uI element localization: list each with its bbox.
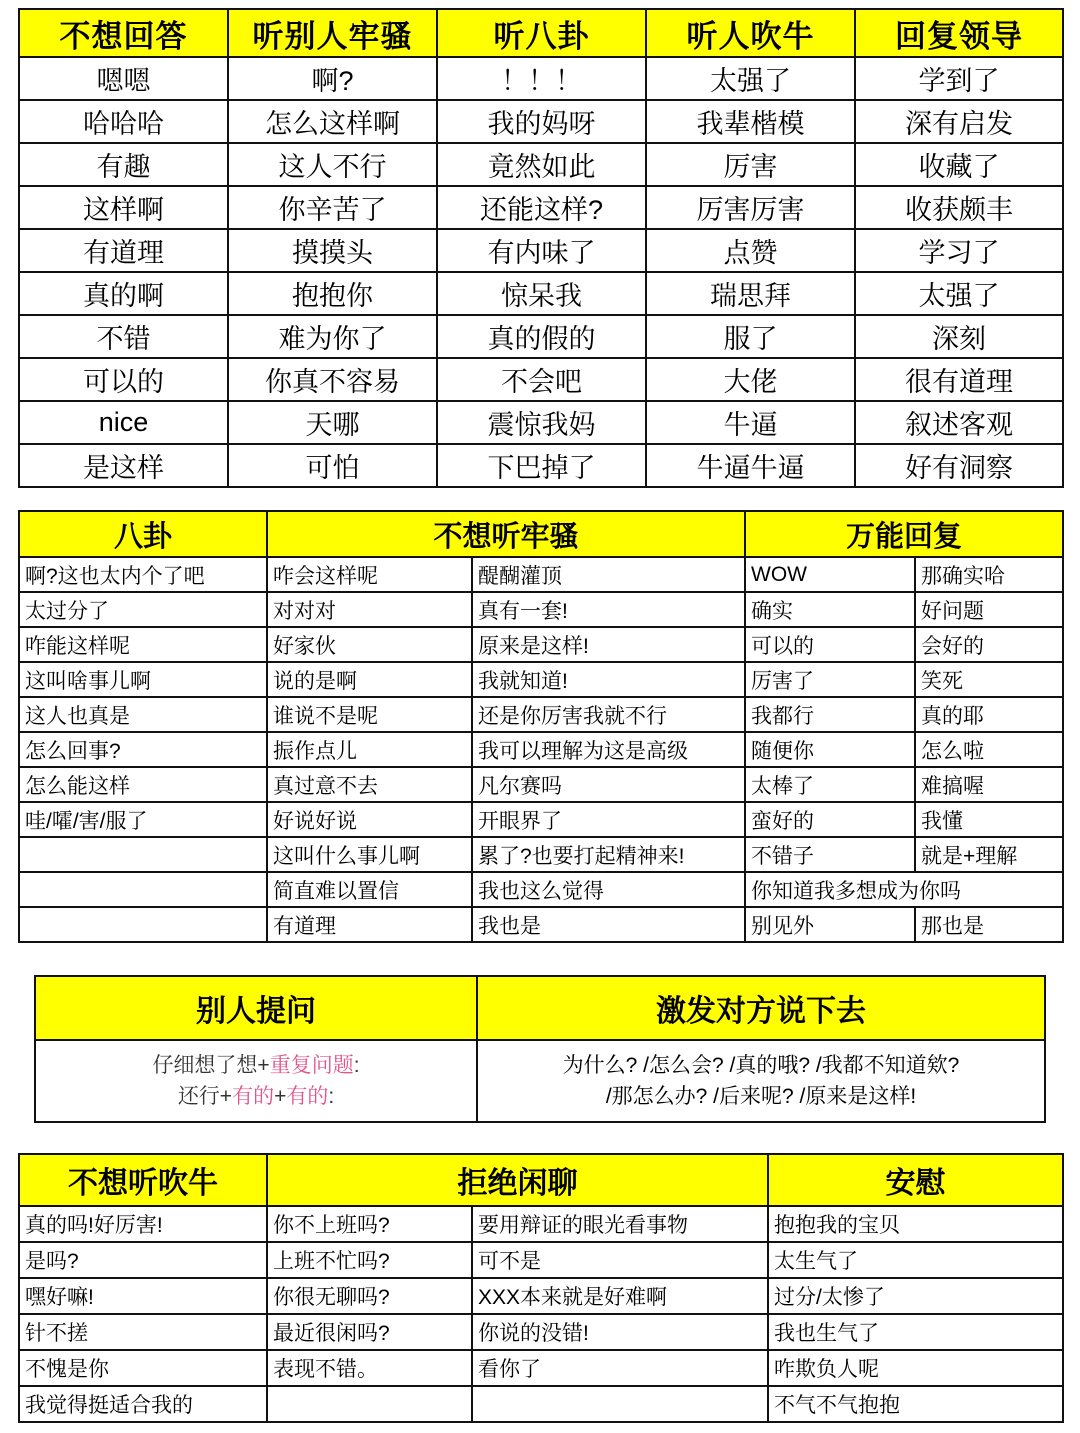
table-row — [19, 767, 1063, 802]
table-cell: 牛逼 — [646, 401, 855, 444]
table-row — [19, 1350, 1063, 1386]
prompt-line-2-part-e: : — [328, 1085, 335, 1108]
table-cell: 真的耶 — [915, 697, 1063, 732]
prompt-line-2-part-c: + — [274, 1085, 287, 1108]
table-cell: 要用辩证的眼光看事物 — [472, 1206, 768, 1242]
table-cell: 会好的 — [915, 627, 1063, 662]
prompt-line-2 — [40, 1081, 472, 1113]
table-header-row — [19, 511, 1063, 557]
table-cell: 大佬 — [646, 358, 855, 401]
table-row — [19, 1206, 1063, 1242]
table-cell: 收藏了 — [855, 143, 1063, 186]
table-row — [19, 802, 1063, 837]
table-cell-empty — [19, 872, 267, 907]
column-header: 万能回复 — [745, 511, 1063, 557]
table-cell: 可怕 — [228, 444, 437, 487]
table-cell: 简直难以置信 — [267, 872, 472, 907]
column-header: 别人提问 — [35, 976, 477, 1040]
followup-line-1: 为什么? /怎么会? /真的哦? /我都不知道欸? — [562, 1053, 960, 1077]
table-cell: 怎么啦 — [915, 732, 1063, 767]
table-cell: 好家伙 — [267, 627, 472, 662]
table-cell: 振作点儿 — [267, 732, 472, 767]
table-cell: 有内味了 — [437, 229, 646, 272]
table-row — [19, 100, 1063, 143]
table-cell: 哇/嚯/害/服了 — [19, 802, 267, 837]
table-cell: 厉害 — [646, 143, 855, 186]
table-cell: 针不搓 — [19, 1314, 267, 1350]
section-1-table — [18, 8, 1064, 488]
table-row — [19, 662, 1063, 697]
table-cell-prompt-tips — [35, 1040, 477, 1122]
table-cell: 你知道我多想成为你吗 — [745, 872, 1063, 907]
column-header: 不想听牢骚 — [267, 511, 745, 557]
table-row — [19, 557, 1063, 592]
table-cell: 服了 — [646, 315, 855, 358]
table-cell: 牛逼牛逼 — [646, 444, 855, 487]
column-header: 听别人牢骚 — [228, 9, 437, 57]
table-cell-empty — [267, 1386, 472, 1422]
column-header: 八卦 — [19, 511, 267, 557]
table-row — [19, 1314, 1063, 1350]
table-cell: 是这样 — [19, 444, 228, 487]
table-cell: 有趣 — [19, 143, 228, 186]
table-cell: 有道理 — [267, 907, 472, 942]
table-cell: 你不上班吗? — [267, 1206, 472, 1242]
table-row — [19, 732, 1063, 767]
table-cell: 真的啊 — [19, 272, 228, 315]
table-cell: 谁说不是呢 — [267, 697, 472, 732]
table-cell: 深刻 — [855, 315, 1063, 358]
table-cell: 说的是啊 — [267, 662, 472, 697]
table-cell: 嘿好嘛! — [19, 1278, 267, 1314]
table-row — [19, 1278, 1063, 1314]
table-cell: XXX本来就是好难啊 — [472, 1278, 768, 1314]
table-cell: 竟然如此 — [437, 143, 646, 186]
table-row — [35, 1040, 1045, 1122]
table-row — [19, 1242, 1063, 1278]
table-row — [19, 627, 1063, 662]
table-cell: 可以的 — [19, 358, 228, 401]
table-cell: 惊呆我 — [437, 272, 646, 315]
table-cell: 我懂 — [915, 802, 1063, 837]
table-cell: 难搞喔 — [915, 767, 1063, 802]
table-cell: 抱抱我的宝贝 — [768, 1206, 1063, 1242]
table-cell: 怎么能这样 — [19, 767, 267, 802]
table-cell: 上班不忙吗? — [267, 1242, 472, 1278]
table-cell: 深有启发 — [855, 100, 1063, 143]
table-cell: 太棒了 — [745, 767, 915, 802]
table-cell: 怎么回事? — [19, 732, 267, 767]
table-cell: 咋会这样呢 — [267, 557, 472, 592]
table-cell: 真有一套! — [472, 592, 745, 627]
table-cell: 真的吗!好厉害! — [19, 1206, 267, 1242]
table-cell-empty — [472, 1386, 768, 1422]
table-cell: 这样啊 — [19, 186, 228, 229]
table-cell: 好问题 — [915, 592, 1063, 627]
table-cell: 你真不容易 — [228, 358, 437, 401]
table-cell: 不愧是你 — [19, 1350, 267, 1386]
table-cell: 太生气了 — [768, 1242, 1063, 1278]
table-row — [19, 401, 1063, 444]
table-cell: 收获颇丰 — [855, 186, 1063, 229]
column-header: 不想回答 — [19, 9, 228, 57]
prompt-line-1 — [40, 1050, 472, 1082]
table-cell: WOW — [745, 557, 915, 592]
table-cell: 我也这么觉得 — [472, 872, 745, 907]
table-row — [19, 592, 1063, 627]
section-gap — [18, 1123, 1062, 1153]
table-cell: 太强了 — [646, 57, 855, 100]
column-header: 不想听吹牛 — [19, 1154, 267, 1206]
table-cell: 我也是 — [472, 907, 745, 942]
table-cell: 这人也真是 — [19, 697, 267, 732]
prompt-line-2-part-a: 还行+ — [177, 1085, 233, 1108]
table-cell: 叙述客观 — [855, 401, 1063, 444]
table-cell: 我也生气了 — [768, 1314, 1063, 1350]
table-cell: 难为你了 — [228, 315, 437, 358]
table-cell: 不会吧 — [437, 358, 646, 401]
table-cell: 不错 — [19, 315, 228, 358]
table-cell: 醍醐灌顶 — [472, 557, 745, 592]
table-cell-empty — [19, 907, 267, 942]
table-cell: 随便你 — [745, 732, 915, 767]
table-cell: 我都行 — [745, 697, 915, 732]
table-row — [19, 872, 1063, 907]
table-cell: 我觉得挺适合我的 — [19, 1386, 267, 1422]
table-cell: 嗯嗯 — [19, 57, 228, 100]
table-cell: 这叫什么事儿啊 — [267, 837, 472, 872]
table-cell: ！！！ — [437, 57, 646, 100]
table-cell: 你说的没错! — [472, 1314, 768, 1350]
prompt-line-1-part-c: : — [353, 1053, 360, 1077]
column-header: 激发对方说下去 — [477, 976, 1045, 1040]
table-cell: 确实 — [745, 592, 915, 627]
table-cell: 太过分了 — [19, 592, 267, 627]
table-cell: 那确实哈 — [915, 557, 1063, 592]
table-cell: 就是+理解 — [915, 837, 1063, 872]
table-cell: 真过意不去 — [267, 767, 472, 802]
table-cell: 好说好说 — [267, 802, 472, 837]
table-cell: 还是你厉害我就不行 — [472, 697, 745, 732]
table-cell: 这人不行 — [228, 143, 437, 186]
table-cell: 咋欺负人呢 — [768, 1350, 1063, 1386]
table-cell: 不错子 — [745, 837, 915, 872]
table-cell: 我就知道! — [472, 662, 745, 697]
table-cell: 别见外 — [745, 907, 915, 942]
section-2-table — [18, 510, 1064, 943]
column-header: 听人吹牛 — [646, 9, 855, 57]
table-cell: 那也是 — [915, 907, 1063, 942]
table-cell: 下巴掉了 — [437, 444, 646, 487]
table-cell: 抱抱你 — [228, 272, 437, 315]
table-cell: 我辈楷模 — [646, 100, 855, 143]
table-cell: 学到了 — [855, 57, 1063, 100]
table-cell: 厉害了 — [745, 662, 915, 697]
table-cell: 摸摸头 — [228, 229, 437, 272]
column-header: 安慰 — [768, 1154, 1063, 1206]
table-cell: 啊? — [228, 57, 437, 100]
table-cell-followups — [477, 1040, 1045, 1122]
table-row — [19, 444, 1063, 487]
section-3-table — [34, 975, 1046, 1123]
table-cell: 点赞 — [646, 229, 855, 272]
table-cell: 厉害厉害 — [646, 186, 855, 229]
table-cell: 累了?也要打起精神来! — [472, 837, 745, 872]
table-cell: 对对对 — [267, 592, 472, 627]
table-header-row — [19, 9, 1063, 57]
table-cell: 蛮好的 — [745, 802, 915, 837]
table-row — [19, 143, 1063, 186]
table-cell: 你辛苦了 — [228, 186, 437, 229]
table-cell: 看你了 — [472, 1350, 768, 1386]
table-cell: 哈哈哈 — [19, 100, 228, 143]
table-row — [19, 186, 1063, 229]
table-row — [19, 1386, 1063, 1422]
table-cell: 真的假的 — [437, 315, 646, 358]
table-cell: 天哪 — [228, 401, 437, 444]
table-cell: 有道理 — [19, 229, 228, 272]
table-row — [19, 907, 1063, 942]
followup-line-2: /那怎么办? /后来呢? /原来是这样! — [605, 1085, 917, 1108]
table-cell: 不气不气抱抱 — [768, 1386, 1063, 1422]
table-cell: 很有道理 — [855, 358, 1063, 401]
table-cell: 是吗? — [19, 1242, 267, 1278]
table-cell: 凡尔赛吗 — [472, 767, 745, 802]
table-row — [19, 57, 1063, 100]
table-cell: 过分/太惨了 — [768, 1278, 1063, 1314]
table-cell: 原来是这样! — [472, 627, 745, 662]
table-header-row — [19, 1154, 1063, 1206]
table-cell: 可不是 — [472, 1242, 768, 1278]
table-cell: 表现不错。 — [267, 1350, 472, 1386]
table-cell: 太强了 — [855, 272, 1063, 315]
table-cell: 瑞思拜 — [646, 272, 855, 315]
table-row — [19, 837, 1063, 872]
table-cell: 好有洞察 — [855, 444, 1063, 487]
section-4-table — [18, 1153, 1064, 1423]
table-row — [19, 272, 1063, 315]
table-cell: 开眼界了 — [472, 802, 745, 837]
prompt-line-2-part-b: 有的 — [232, 1085, 275, 1108]
table-cell: 这叫啥事儿啊 — [19, 662, 267, 697]
table-cell: 啊?这也太内个了吧 — [19, 557, 267, 592]
column-header: 回复领导 — [855, 9, 1063, 57]
column-header: 听八卦 — [437, 9, 646, 57]
table-row — [19, 229, 1063, 272]
table-row — [19, 697, 1063, 732]
table-cell: 笑死 — [915, 662, 1063, 697]
table-cell: 你很无聊吗? — [267, 1278, 472, 1314]
table-cell: nice — [19, 401, 228, 444]
table-cell: 咋能这样呢 — [19, 627, 267, 662]
table-cell: 震惊我妈 — [437, 401, 646, 444]
table-cell-empty — [19, 837, 267, 872]
table-header-row — [35, 976, 1045, 1040]
table-cell: 还能这样? — [437, 186, 646, 229]
table-cell: 我可以理解为这是高级 — [472, 732, 745, 767]
prompt-line-1-part-a: 仔细想了想+ — [152, 1053, 270, 1077]
section-gap — [18, 943, 1062, 975]
table-cell: 我的妈呀 — [437, 100, 646, 143]
prompt-line-1-part-b: 重复问题 — [269, 1053, 354, 1077]
table-row — [19, 315, 1063, 358]
table-cell: 怎么这样啊 — [228, 100, 437, 143]
table-row — [19, 358, 1063, 401]
table-cell: 学习了 — [855, 229, 1063, 272]
table-cell: 最近很闲吗? — [267, 1314, 472, 1350]
prompt-line-2-part-d: 有的 — [286, 1085, 329, 1108]
table-cell: 可以的 — [745, 627, 915, 662]
section-gap — [18, 488, 1062, 510]
column-header: 拒绝闲聊 — [267, 1154, 768, 1206]
